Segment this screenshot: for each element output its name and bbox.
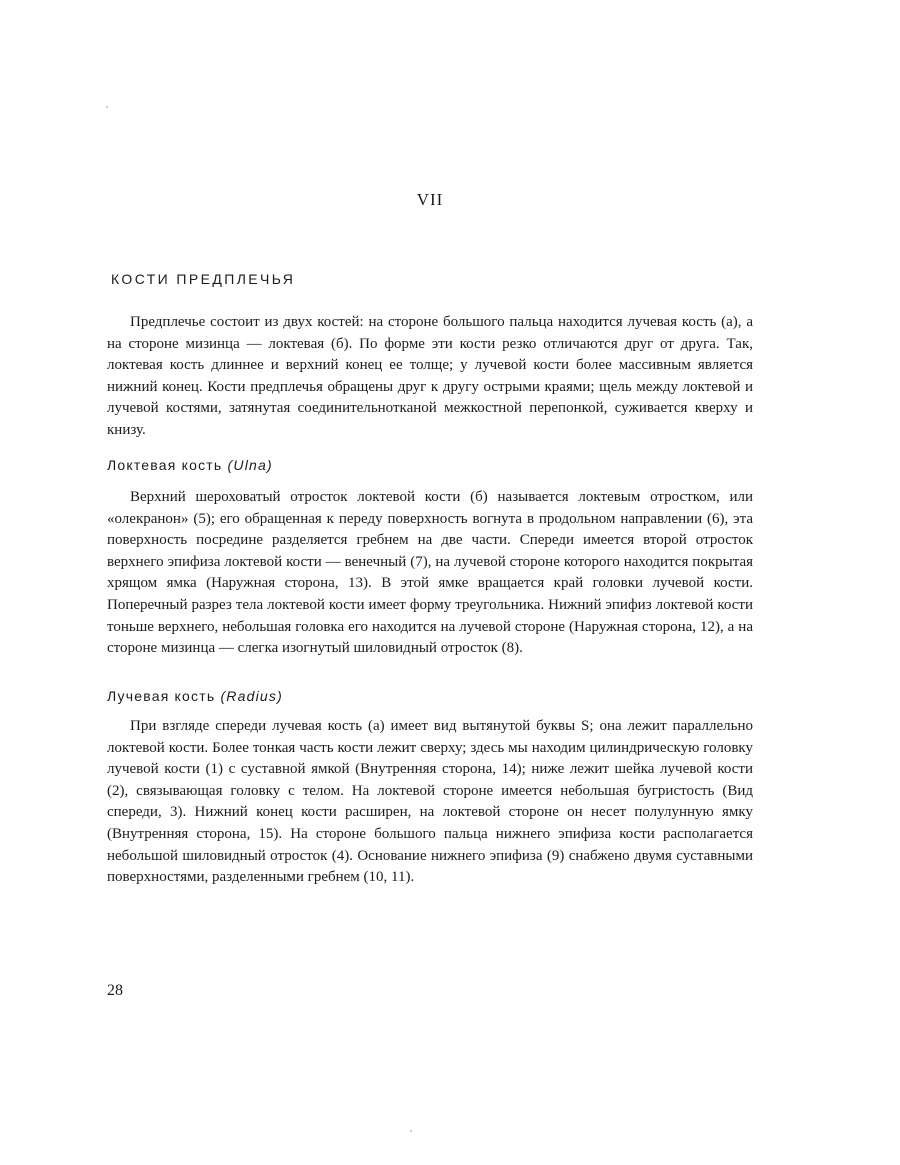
ulna-paragraph: Верхний шероховатый отросток локтевой кости (б) называется локтевым отростком, или «олекранон» (5); его обращенная к переду поверхность вогнута в продольном направлении (6), эта поверхность посредине разделяется гребнем на две части. Спереди имеется второй отросток верхнего эпифиза локтевой кости — венечный (7), на лучевой стороне которого находится покрытая хрящом ямка (Наружная сторона, 13). В этой ямке вращается край головки лучевой кости. Поперечный разрез тела локтевой кости имеет форму треугольника. Нижний эпифиз локтевой кости тоньше верхнего, небольшая головка его находится на лучевой стороне (Наружная сторона, 12), а на стороне мизинца — слегка изогнутый шиловидный отросток (8). <box>107 489 753 657</box>
chapter-numeral: VII <box>416 190 444 209</box>
scan-speck <box>106 106 108 108</box>
radius-heading-label: Лучевая кость <box>107 688 216 704</box>
page-number: 28 <box>107 982 123 999</box>
intro-paragraph: Предплечье состоит из двух костей: на стороне большого пальца находится лучевая кость (а), а на стороне мизинца — локтевая (б). По форме эти кости резко отличаются друг от друга. Так, локтевая кость длиннее и верхний конец ее толще; у лучевой кости более массивным является нижний конец. Кости предплечья обращены друг к другу острыми краями; щель между локтевой и лучевой костями, затянутая соединительнотканой межкостной перепонкой, суживается кверху и книзу. <box>107 314 753 438</box>
ulna-heading <box>107 457 273 473</box>
section-title: КОСТИ ПРЕДПЛЕЧЬЯ <box>111 271 296 287</box>
ulna-heading-label: Локтевая кость <box>107 457 223 473</box>
scan-speck <box>410 1130 412 1132</box>
ulna-latin-name: (Ulna) <box>227 457 273 473</box>
radius-heading <box>107 688 283 704</box>
radius-latin-name: (Radius) <box>220 688 283 704</box>
radius-paragraph: При взгляде спереди лучевая кость (а) имеет вид вытянутой буквы S; она лежит параллельно локтевой кости. Более тонкая часть кости лежит сверху; здесь мы находим цилиндрическую головку лучевой кости (1) с суставной ямкой (Внутренняя сторона, 14); ниже лежит шейка лучевой кости (2), связывающая головку с телом. На локтевой стороне имеется небольшая бугристость (Вид спереди, 3). Нижний конец кости расширен, на локтевой стороне он несет полулунную ямку (Внутренняя сторона, 15). На стороне большого пальца нижнего эпифиза кости располагается небольшой шиловидный отросток (4). Основание нижнего эпифиза (9) снабжено двумя суставными поверхностями, разделенными гребнем (10, 11). <box>107 718 753 886</box>
